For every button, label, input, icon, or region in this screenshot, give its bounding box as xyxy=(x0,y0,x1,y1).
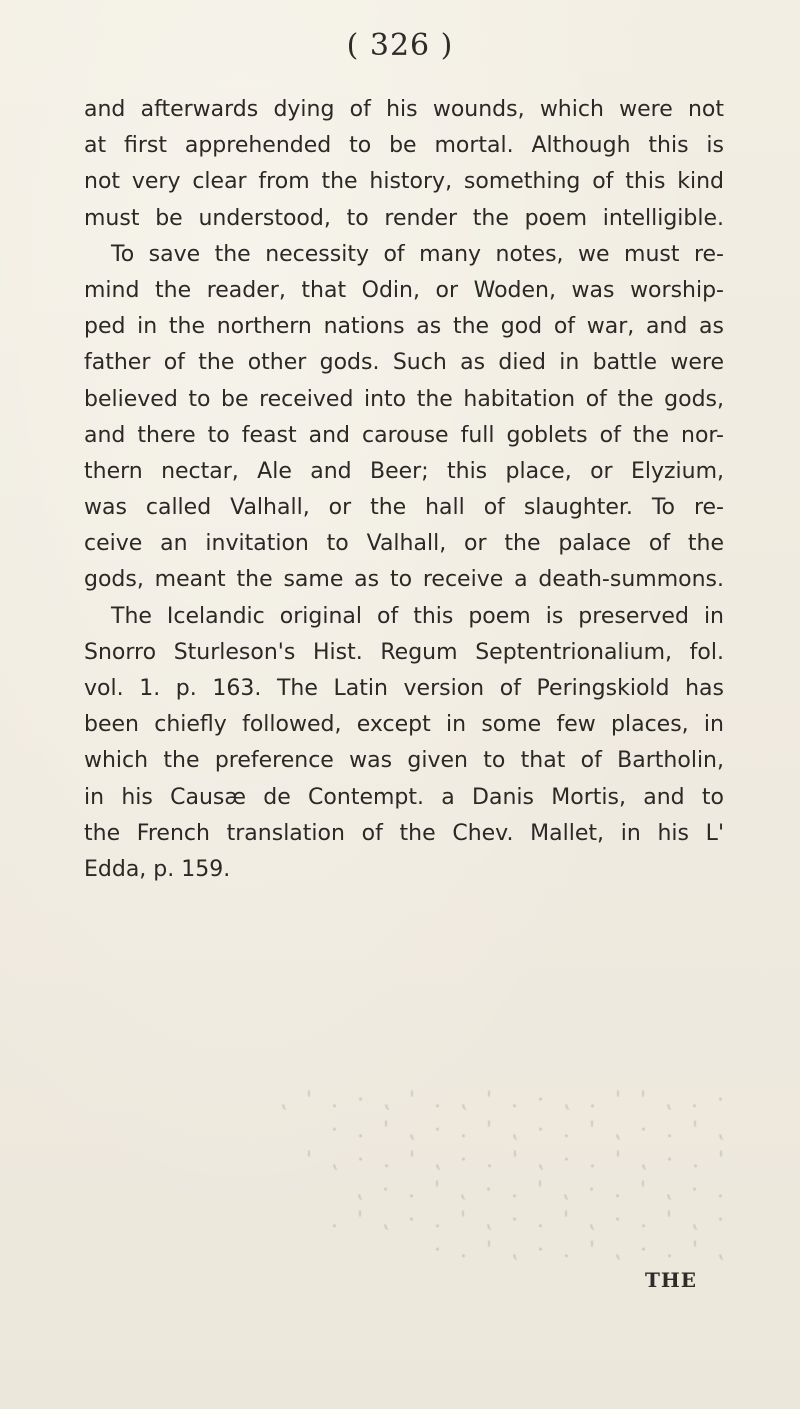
page-number: ( 326 ) xyxy=(346,28,454,63)
text-line: The Icelandic original of this poem is preserved in xyxy=(111,603,724,629)
text-line: Snorro Sturleson's Hist. Regum Septentrionalium, fol. xyxy=(84,639,724,665)
body-text xyxy=(84,92,724,888)
text-line: vol. 1. p. 163. The Latin version of Peringskiold has xyxy=(84,676,724,701)
catchword: THE xyxy=(645,1268,698,1292)
bleed-line: , ' . · , ' . · , ' . · , ' . · xyxy=(324,1118,724,1143)
text-line: not very clear from the history, something of this kind xyxy=(84,169,724,195)
text-line: been chiefly followed, except in some few places, in xyxy=(84,712,724,738)
text-line: believed to be received into the habitation of the gods, xyxy=(84,386,724,412)
text-line: at first apprehended to be mortal. Although this is xyxy=(84,133,724,159)
text-line: thern nectar, Ale and Beer; this place, or Elyzium, xyxy=(84,458,724,484)
show-through-bleed xyxy=(84,1088,724,1278)
bleed-line: . · , ' . · , ' . · , ' . · , xyxy=(350,1178,724,1203)
text-line: gods, meant the same as to receive a death-summons. xyxy=(84,567,724,593)
text-line: was called Valhall, or the hall of slaughter. To re- xyxy=(84,495,724,521)
text-line: father of the other gods. Such as died in battle were xyxy=(84,350,724,376)
text-line: in his Causæ de Contempt. a Danis Mortis, and to xyxy=(84,784,724,810)
text-line: To save the necessity of many notes, we must re- xyxy=(111,241,724,267)
text-line: Edda, p. 159. xyxy=(84,856,231,882)
text-line: and there to feast and carouse full goblets of the nor- xyxy=(84,422,724,448)
text-line: ceive an invitation to Valhall, or the palace of the xyxy=(84,531,724,557)
text-line: and afterwards dying of his wounds, which were not xyxy=(84,97,724,122)
text-line: mind the reader, that Odin, or Woden, was worship- xyxy=(84,277,724,303)
bleed-line: · , ' . · , ' . · , ' . · , ' . xyxy=(324,1208,724,1233)
text-line: must be understood, to render the poem intelligible. xyxy=(84,205,724,231)
bleed-line: ' . · , ' . · , ' . · , ' . · , ' xyxy=(299,1148,724,1173)
text-line: which the preference was given to that of Bartholin, xyxy=(84,748,724,774)
bleed-line: · . , ' ' . , · . ' , . ' , · . ' , xyxy=(273,1088,724,1113)
text-line: the French translation of the Chev. Mallet, in his L' xyxy=(84,820,724,846)
text-line: ped in the northern nations as the god of war, and as xyxy=(84,314,724,340)
bleed-line: , ' . · , ' . · , ' . · xyxy=(427,1238,724,1263)
